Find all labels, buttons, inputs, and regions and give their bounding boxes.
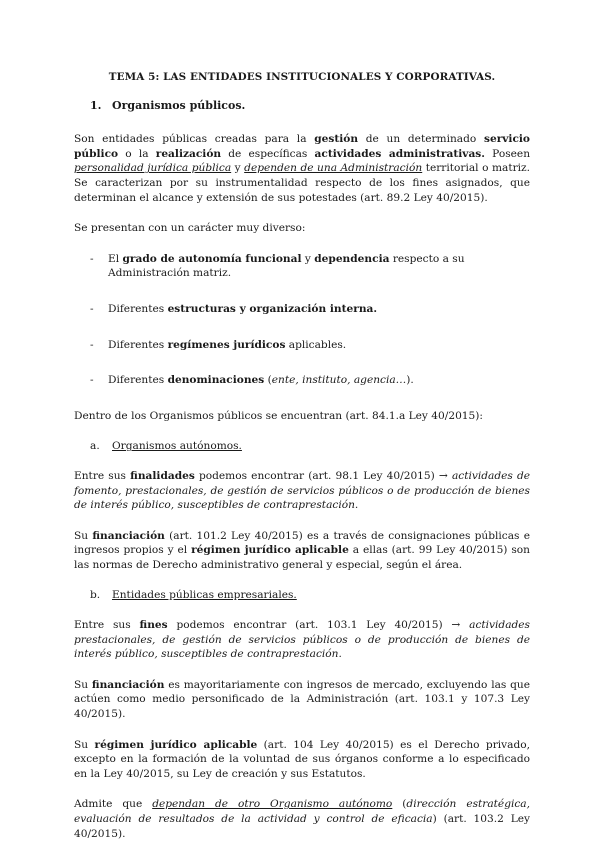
subsection-heading-a	[90, 439, 530, 454]
text-run: o la	[118, 147, 156, 160]
bullet-list	[74, 252, 530, 388]
text-run: (	[264, 374, 272, 387]
text-run: de un determinado	[358, 133, 484, 146]
section-number: 1.	[90, 98, 102, 112]
text-run: Entre sus	[74, 619, 140, 632]
bold-text: dependencia	[314, 252, 390, 265]
italic-text: dirección estratégica, evaluación de resultados de la actividad y control de eficacia	[74, 798, 530, 825]
text-run: y	[231, 162, 245, 175]
dash-marker: -	[90, 302, 94, 315]
text-run: de específicas	[221, 147, 315, 160]
text-run: ) (art. 103.2 Ley 40/2015).	[74, 813, 530, 840]
bold-text: fines	[139, 619, 168, 632]
paragraph-dependencia	[74, 797, 530, 841]
bold-text: financiación	[92, 529, 165, 542]
bold-text: grado de autonomía funcional	[122, 252, 302, 265]
text-run: aplicables.	[285, 338, 347, 351]
text-run: Son entidades públicas creadas para la	[74, 133, 315, 146]
text-run: y	[301, 252, 315, 265]
document-body	[74, 70, 530, 857]
paragraph-definition	[74, 132, 530, 205]
subsection-heading-b	[90, 588, 530, 603]
subsection-label: Organismos autónomos.	[112, 440, 242, 453]
paragraph-intro-list: Se presentan con un carácter muy diverso:	[74, 222, 306, 235]
text-run: Su	[74, 529, 93, 542]
text-run: respecto a su Administración matriz.	[108, 252, 465, 280]
bold-text: gestión	[314, 133, 359, 146]
paragraph-fines	[74, 618, 530, 662]
section-label: Organismos públicos.	[112, 98, 246, 112]
bold-text: servicio público	[74, 133, 530, 160]
bold-text: estructuras y organización interna.	[167, 302, 378, 315]
text-run: a ellas (art. 99 Ley 40/2015) son las normas de Derecho administrativo general y especial, según el área.	[74, 544, 530, 571]
text-run: podemos encontrar (art. 103.1 Ley 40/2015) →	[167, 619, 470, 632]
bold-text: actividades administrativas.	[314, 147, 485, 160]
bold-text: denominaciones	[167, 374, 265, 387]
dash-marker: -	[90, 374, 94, 387]
subsection-label: Entidades públicas empresariales.	[112, 589, 297, 602]
italic-text: actividades prestacionales, de gestión de servicios públicos o de producción de bienes de interés público, susceptibles de contraprestación	[74, 619, 530, 661]
bold-text: finalidades	[130, 469, 195, 482]
bold-text: regímenes jurídicos	[167, 338, 286, 351]
list-item	[74, 338, 530, 353]
paragraph-finalidades	[74, 469, 530, 513]
bold-text: financiación	[91, 678, 165, 691]
text-run: Su	[74, 678, 92, 691]
text-run: Entre sus	[74, 469, 131, 482]
section-heading	[90, 99, 530, 114]
text-run: Diferentes	[108, 374, 168, 387]
italic-text: ente, instituto, agencia…	[271, 374, 407, 387]
text-run: (art. 101.2 Ley 40/2015) es a través de consignaciones públicas e ingresos propios y el	[74, 529, 530, 557]
underlined-italic-text: dependan de otro Organismo autónomo	[152, 798, 393, 811]
text-run: podemos encontrar (art. 98.1 Ley 40/2015) →	[194, 469, 452, 482]
text-run: Su	[74, 738, 95, 751]
list-item	[74, 252, 530, 281]
text-run: Poseen	[484, 147, 531, 160]
text-run: ).	[406, 374, 414, 387]
text-run: (	[392, 798, 407, 811]
underlined-italic-text: dependen de una Administración	[244, 162, 423, 175]
dash-marker: -	[90, 338, 94, 351]
subsection-number: b.	[90, 589, 101, 602]
paragraph-financiacion-epe	[74, 678, 530, 722]
list-item	[74, 373, 530, 388]
bold-text: régimen jurídico aplicable	[191, 544, 349, 557]
bold-text: realización	[155, 147, 222, 160]
subsection-number: a.	[90, 440, 100, 453]
list-item	[74, 302, 530, 317]
text-run: Diferentes	[108, 338, 168, 351]
text-run: (art. 104 Ley 40/2015) es el Derecho privado, excepto en la formación de la voluntad de sus órganos conforme a lo especificado en la Ley 40/2015, su Ley de creación y sus Estatutos.	[74, 738, 530, 780]
text-run: territorial o matriz. Se caracterizan por su instrumentalidad respecto de los fines asignados, que determinan el alcance y extensión de sus potestades (art. 89.2 Ley 40/2015).	[74, 162, 530, 204]
paragraph-regimen-juridico	[74, 738, 530, 782]
paragraph-financiacion-oa	[74, 529, 530, 573]
bold-text: régimen jurídico aplicable	[94, 738, 258, 751]
text-run: es mayoritariamente con ingresos de mercado, excluyendo las que actúen como medio personificado de la Administración (art. 103.1 y 107.3 Ley 40/2015).	[74, 678, 530, 721]
underlined-italic-text: personalidad jurídica pública	[74, 162, 232, 175]
text-run: .	[338, 648, 342, 661]
document-title: TEMA 5: LAS ENTIDADES INSTITUCIONALES Y CORPORATIVAS.	[108, 71, 496, 83]
dash-marker: -	[90, 252, 94, 265]
text-run: El	[108, 252, 123, 265]
paragraph-types: Dentro de los Organismos públicos se encuentran (art. 84.1.a Ley 40/2015):	[74, 409, 483, 422]
italic-text: actividades de fomento, prestacionales, de gestión de servicios públicos o de producción de bienes de interés público, susceptibles de contraprestación.	[74, 469, 530, 512]
text-run: Admite que	[74, 798, 153, 811]
text-run: Diferentes	[108, 302, 168, 315]
